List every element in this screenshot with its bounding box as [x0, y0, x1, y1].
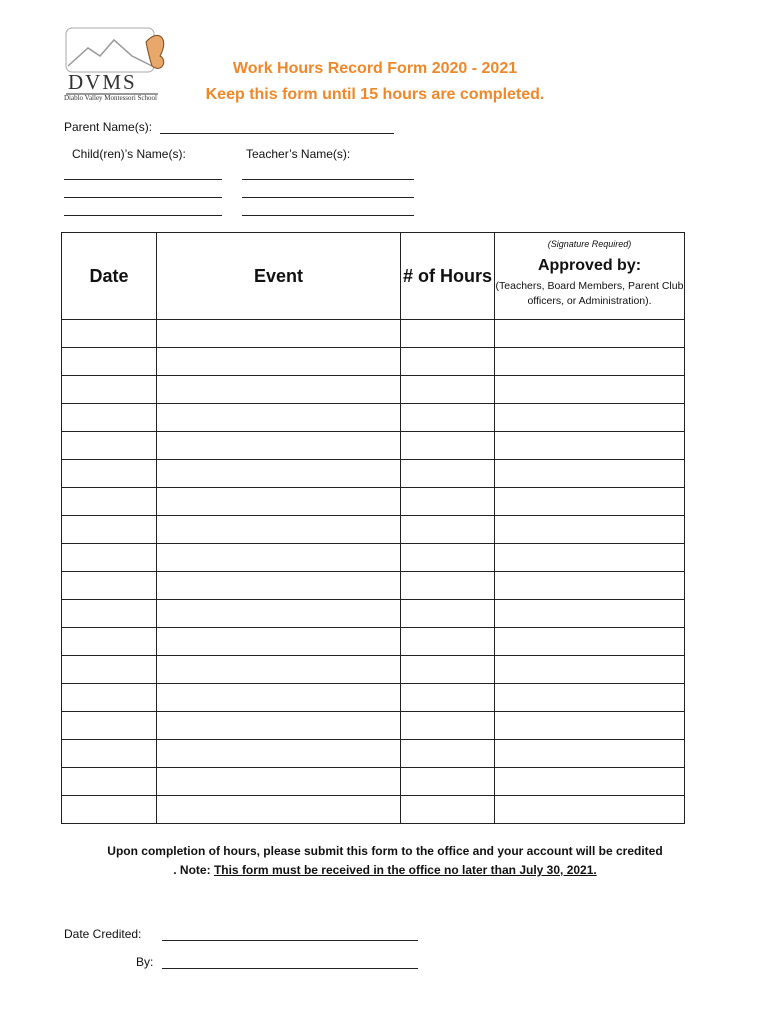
date-cell[interactable] [62, 572, 157, 600]
teacher-name-field-2[interactable] [242, 197, 414, 198]
approved-cell[interactable] [495, 684, 685, 712]
date-column-header: Date [62, 233, 157, 320]
event-cell[interactable] [157, 488, 401, 516]
parent-name-label: Parent Name(s): [64, 120, 153, 134]
child-name-field-3[interactable] [64, 215, 222, 216]
hours-column-header: # of Hours [401, 233, 495, 320]
hours-cell[interactable] [401, 348, 495, 376]
table-row [62, 712, 685, 740]
parent-name-field[interactable] [160, 133, 394, 134]
approved-cell[interactable] [495, 656, 685, 684]
date-credited-field[interactable] [162, 940, 418, 941]
hours-cell[interactable] [401, 572, 495, 600]
event-cell[interactable] [157, 712, 401, 740]
approved-cell[interactable] [495, 432, 685, 460]
deadline-note-prefix: . Note: [173, 863, 214, 877]
signature-required-note: (Signature Required) [547, 239, 632, 249]
table-body [62, 320, 685, 824]
approved-cell[interactable] [495, 712, 685, 740]
event-cell[interactable] [157, 600, 401, 628]
deadline-note [60, 863, 710, 877]
form-title: Work Hours Record Form 2020 - 2021 [232, 60, 518, 77]
teacher-name-field-1[interactable] [242, 179, 414, 180]
hours-cell[interactable] [401, 516, 495, 544]
table-row [62, 348, 685, 376]
event-cell[interactable] [157, 348, 401, 376]
approved-cell[interactable] [495, 404, 685, 432]
hours-cell[interactable] [401, 796, 495, 824]
date-cell[interactable] [62, 628, 157, 656]
approved-column-header [495, 233, 685, 320]
event-cell[interactable] [157, 404, 401, 432]
date-cell[interactable] [62, 768, 157, 796]
approved-cell[interactable] [495, 572, 685, 600]
date-cell[interactable] [62, 460, 157, 488]
hours-cell[interactable] [401, 656, 495, 684]
event-cell[interactable] [157, 628, 401, 656]
event-cell[interactable] [157, 376, 401, 404]
table-row [62, 488, 685, 516]
date-cell[interactable] [62, 320, 157, 348]
approved-cell[interactable] [495, 516, 685, 544]
school-logo [62, 26, 172, 106]
date-cell[interactable] [62, 712, 157, 740]
by-label: By: [136, 955, 154, 969]
event-cell[interactable] [157, 656, 401, 684]
hours-cell[interactable] [401, 628, 495, 656]
approved-cell[interactable] [495, 376, 685, 404]
form-subtitle: Keep this form until 15 hours are completed. [205, 86, 545, 103]
deadline-note-text: This form must be received in the office no later than July 30, 2021. [213, 863, 597, 877]
hours-cell[interactable] [401, 432, 495, 460]
table-row [62, 796, 685, 824]
approved-cell[interactable] [495, 460, 685, 488]
hours-cell[interactable] [401, 376, 495, 404]
date-cell[interactable] [62, 348, 157, 376]
hours-cell[interactable] [401, 404, 495, 432]
event-cell[interactable] [157, 684, 401, 712]
table-row [62, 544, 685, 572]
date-cell[interactable] [62, 404, 157, 432]
approved-cell[interactable] [495, 544, 685, 572]
work-hours-table [61, 232, 685, 824]
date-cell[interactable] [62, 376, 157, 404]
approved-cell[interactable] [495, 600, 685, 628]
event-cell[interactable] [157, 320, 401, 348]
date-cell[interactable] [62, 600, 157, 628]
hours-cell[interactable] [401, 684, 495, 712]
table-row [62, 516, 685, 544]
table-row [62, 404, 685, 432]
event-cell[interactable] [157, 796, 401, 824]
date-credited-label: Date Credited: [64, 927, 142, 941]
hours-cell[interactable] [401, 488, 495, 516]
date-cell[interactable] [62, 432, 157, 460]
table-row [62, 376, 685, 404]
logo-subtitle: Diablo Valley Montessori School [64, 94, 158, 102]
approved-cell[interactable] [495, 796, 685, 824]
hours-cell[interactable] [401, 460, 495, 488]
table-row [62, 656, 685, 684]
date-cell[interactable] [62, 488, 157, 516]
logo-wordmark: DVMS [68, 70, 137, 94]
approved-cell[interactable] [495, 768, 685, 796]
date-cell[interactable] [62, 796, 157, 824]
hours-cell[interactable] [401, 768, 495, 796]
approved-by-description: (Teachers, Board Members, Parent Club officers, or Administration). [495, 280, 684, 307]
table-row [62, 684, 685, 712]
event-column-header: Event [157, 233, 401, 320]
hours-cell[interactable] [401, 712, 495, 740]
date-cell[interactable] [62, 544, 157, 572]
table-row [62, 600, 685, 628]
hours-cell[interactable] [401, 600, 495, 628]
approved-cell[interactable] [495, 488, 685, 516]
event-cell[interactable] [157, 432, 401, 460]
event-cell[interactable] [157, 516, 401, 544]
teacher-name-label: Teacher’s Name(s): [246, 147, 351, 161]
table-row [62, 432, 685, 460]
event-cell[interactable] [157, 768, 401, 796]
approved-cell[interactable] [495, 348, 685, 376]
child-name-field-1[interactable] [64, 179, 222, 180]
hours-cell[interactable] [401, 544, 495, 572]
event-cell[interactable] [157, 572, 401, 600]
date-cell[interactable] [62, 656, 157, 684]
by-field[interactable] [162, 968, 418, 969]
date-cell[interactable] [62, 516, 157, 544]
hours-cell[interactable] [401, 320, 495, 348]
approved-cell[interactable] [495, 320, 685, 348]
table-row [62, 572, 685, 600]
event-cell[interactable] [157, 740, 401, 768]
event-cell[interactable] [157, 544, 401, 572]
date-cell[interactable] [62, 740, 157, 768]
children-name-label: Child(ren)’s Name(s): [72, 147, 186, 161]
table-row [62, 628, 685, 656]
approved-by-label: Approved by: [537, 257, 642, 274]
event-cell[interactable] [157, 460, 401, 488]
hours-cell[interactable] [401, 740, 495, 768]
approved-cell[interactable] [495, 740, 685, 768]
date-cell[interactable] [62, 684, 157, 712]
table-row [62, 768, 685, 796]
approved-cell[interactable] [495, 628, 685, 656]
table-row [62, 460, 685, 488]
table-row [62, 740, 685, 768]
child-name-field-2[interactable] [64, 197, 222, 198]
submission-note: Upon completion of hours, please submit this form to the office and your account will be credited [107, 844, 663, 858]
teacher-name-field-3[interactable] [242, 215, 414, 216]
table-row [62, 320, 685, 348]
